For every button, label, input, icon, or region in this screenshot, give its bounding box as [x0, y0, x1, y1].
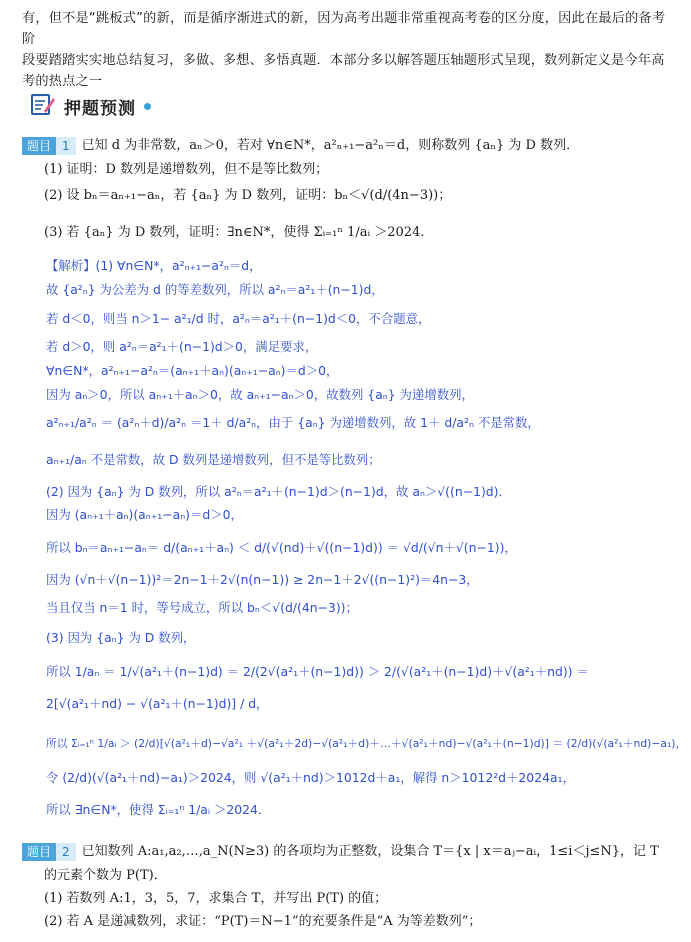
- solution-line: 【解析】(1) ∀n∈N*，a²ₙ₊₁−a²ₙ＝d，: [46, 258, 262, 273]
- solution-line: (3) 因为 {aₙ} 为 D 数列，: [46, 630, 196, 645]
- solution-line: 所以 1/aₙ ＝ 1/√(a²₁＋(n−1)d) ＝ 2/(2√(a²₁＋(n−1)d)) ＞ 2/(√(a²₁＋(n−1)d)＋√(a²₁＋nd)) ＝: [46, 664, 589, 679]
- solution-line: 2[√(a²₁＋nd) − √(a²₁＋(n−1)d)] / d，: [46, 696, 269, 711]
- solution-line: 因为 aₙ＞0，所以 aₙ₊₁＋aₙ＞0，故 aₙ₊₁−aₙ＞0，故数列 {aₙ} 为递增数列，: [46, 387, 474, 402]
- question-2: [22, 842, 682, 862]
- question-part: (1) 证明：D 数列是递增数列，但不是等比数列；: [44, 162, 329, 177]
- question-part: (2) 若 A 是递减数列，求证：“P(T)＝N−1”的充要条件是“A 为等差数列”；: [44, 914, 482, 929]
- solution-line: 令 (2/d)(√(a²₁＋nd)−a₁)＞2024，则 √(a²₁＋nd)＞1012d＋a₁，解得 n＞1012²d＋2024a₁，: [46, 770, 575, 785]
- question-stem: 已知数列 A:a₁,a₂,…,a_N(N≥3) 的各项均为正整数，设集合 T＝{x | x＝aⱼ−aᵢ，1≤i＜j≤N}，记 T: [81, 844, 659, 859]
- solution-line: a²ₙ₊₁/a²ₙ ＝ (a²ₙ＋d)/a²ₙ ＝1＋ d/a²ₙ，由于 {aₙ} 为递增数列，故 1＋ d/a²ₙ 不是常数，: [46, 415, 540, 430]
- question-tag: 题目 1: [22, 137, 76, 155]
- solution-line: 若 d＞0，则 a²ₙ＝a²₁＋(n−1)d＞0，满足要求，: [46, 339, 318, 354]
- solution-line: 当且仅当 n＝1 时，等号成立，所以 bₙ＜√(d/(4n−3))；: [46, 600, 358, 615]
- intro-line: 有，但不是“跳板式”的新，而是循序渐进式的新，因为高考出题非常重视高考卷的区分度，因此在最后的备考阶: [22, 11, 666, 47]
- question-tag: 题目 2: [22, 843, 76, 861]
- solution-line: 所以 Σᵢ₌₁ⁿ 1/aᵢ ＞ (2/d)[√(a²₁＋d)−√a²₁ ＋√(a²₁＋2d)−√(a²₁＋d)＋…＋√(a²₁＋nd)−√(a²₁＋(n−1)d)] ＝ (2/d)(√(a²₁＋nd)−a₁)，: [46, 737, 687, 750]
- intro-line: 段要踏踏实实地总结复习，多做、多想、多悟真题．本部分多以解答题压轴题形式呈现，数列新定义是今年高: [22, 53, 665, 68]
- question-part: (1) 若数列 A:1，3，5，7，求集合 T，并写出 P(T) 的值；: [44, 891, 388, 906]
- solution-line: (2) 因为 {aₙ} 为 D 数列，所以 a²ₙ＝a²₁＋(n−1)d＞(n−1)d，故 aₙ＞√((n−1)d)．: [46, 484, 511, 499]
- solution-line: 因为 (√n＋√(n−1))²＝2n−1＋2√(n(n−1)) ≥ 2n−1＋2√((n−1)²)＝4n−3，: [46, 572, 479, 587]
- solution-block: [46, 0, 686, 942]
- question-part: (2) 设 bₙ＝aₙ₊₁−aₙ，若 {aₙ} 为 D 数列，证明：bₙ＜√(d/(4n−3))；: [44, 188, 452, 203]
- banner-title: 押题预测: [64, 98, 136, 119]
- solution-line: 所以 ∃n∈N*，使得 Σᵢ₌₁ⁿ 1/aᵢ ＞2024．: [46, 802, 271, 817]
- solution-line: aₙ₊₁/aₙ 不是常数，故 D 数列是递增数列，但不是等比数列；: [46, 452, 381, 467]
- question-stem: 已知 d 为非常数，aₙ＞0，若对 ∀n∈N*，a²ₙ₊₁−a²ₙ＝d，则称数列 {aₙ} 为 D 数列．: [81, 138, 580, 153]
- solution-line: 若 d＜0，则当 n＞1− a²₁/d 时，a²ₙ＝a²₁＋(n−1)d＜0，不合题意，: [46, 311, 431, 326]
- question-part: (3) 若 {aₙ} 为 D 数列，证明：∃n∈N*，使得 Σᵢ₌₁ⁿ 1/aᵢ ＞2024．: [44, 225, 434, 240]
- solution-line: ∀n∈N*，a²ₙ₊₁−a²ₙ＝(aₙ₊₁＋aₙ)(aₙ₊₁−aₙ)＝d＞0，: [46, 363, 339, 378]
- solution-line: 故 {a²ₙ} 为公差为 d 的等差数列，所以 a²ₙ＝a²₁＋(n−1)d，: [46, 282, 384, 297]
- solution-line: 所以 bₙ＝aₙ₊₁−aₙ＝ d/(aₙ₊₁＋aₙ) ＜ d/(√(nd)＋√((n−1)d)) ＝ √d/(√n＋√(n−1))，: [46, 540, 517, 555]
- question-stem-cont: 的元素个数为 P(T)．: [44, 868, 167, 883]
- solution-line: 因为 (aₙ₊₁＋aₙ)(aₙ₊₁−aₙ)＝d＞0，: [46, 507, 243, 522]
- intro-line: 考的热点之一: [22, 74, 103, 89]
